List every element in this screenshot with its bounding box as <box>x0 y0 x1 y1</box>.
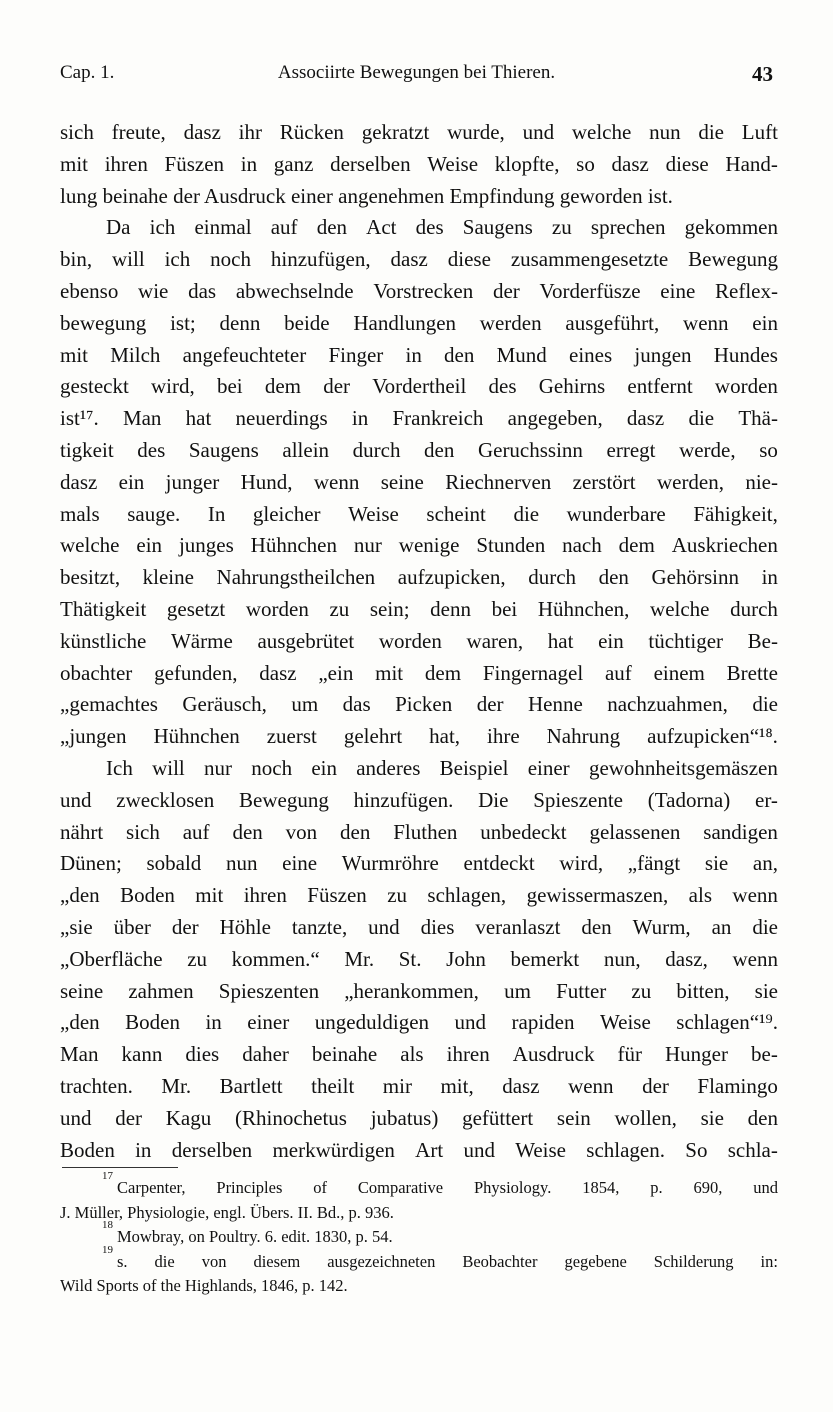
footnote-line <box>60 1274 778 1299</box>
body-line: nährt sich auf den von den Fluthen unbedeckt gelassenen sandigen <box>60 819 778 844</box>
footnote-rule <box>62 1167 178 1168</box>
body-line: „sie über der Höhle tanzte, und dies veranlaszt den Wurm, an die <box>60 914 778 939</box>
footnote-text: s. die von diesem ausgezeichneten Beobachter gegebene Schilderung in: <box>117 1251 778 1271</box>
footnote-text: Mowbray, on Poultry. 6. edit. 1830, p. 54. <box>117 1227 393 1246</box>
body-line: „den Boden mit ihren Füszen zu schlagen, gewissermaszen, als wenn <box>60 883 778 908</box>
body-line: seine zahmen Spieszenten „herankommen, um Futter zu bitten, sie <box>60 978 778 1003</box>
running-head <box>60 62 773 90</box>
body-line: lung beinahe der Ausdruck einer angenehmen Empfindung geworden ist. <box>60 183 673 208</box>
body-line: ist¹⁷. Man hat neuerdings in Frankreich angegeben, dasz die Thä- <box>60 406 778 431</box>
body-line: „Oberfläche zu kommen.“ Mr. St. John bemerkt nun, dasz, wenn <box>60 946 778 971</box>
body-text <box>60 117 778 1166</box>
body-line: welche ein junges Hühnchen nur wenige Stunden nach dem Auskriechen <box>60 533 778 558</box>
body-line: Thätigkeit gesetzt worden zu sein; denn bei Hühnchen, welche durch <box>60 596 778 621</box>
body-line: „gemachtes Geräusch, um das Picken der Henne nachzuahmen, die <box>60 692 778 717</box>
body-line: künstliche Wärme ausgebrütet worden waren, hat ein tüchtiger Be- <box>60 628 778 653</box>
body-line: und zwecklosen Bewegung hinzufügen. Die Spieszente (Tadorna) er- <box>60 787 778 812</box>
body-line: ebenso wie das abwechselnde Vorstrecken der Vorderfüsze eine Reflex- <box>60 278 778 303</box>
body-line: mit ihren Füszen in ganz derselben Weise klopfte, so dasz diese Hand- <box>60 151 778 176</box>
body-line: bewegung ist; denn beide Handlungen werden ausgeführt, wenn ein <box>60 310 778 335</box>
footnote-text: Wild Sports of the Highlands, 1846, p. 142. <box>60 1276 348 1295</box>
body-line: trachten. Mr. Bartlett theilt mir mit, dasz wenn der Flamingo <box>60 1073 778 1098</box>
body-line: mals sauge. In gleicher Weise scheint die wunderbare Fähigkeit, <box>60 501 778 526</box>
running-title: Associirte Bewegungen bei Thieren. <box>277 62 556 83</box>
page-number: 43 <box>752 62 773 86</box>
body-line: Dünen; sobald nun eine Wurmröhre entdeckt wird, „fängt sie an, <box>60 851 778 876</box>
footnote-line <box>60 1243 778 1275</box>
body-line: obachter gefunden, dasz „ein mit dem Fingernagel auf einem Brette <box>60 660 778 685</box>
body-line: „jungen Hühnchen zuerst gelehrt hat, ihre Nahrung aufzupicken“¹⁸. <box>60 724 778 749</box>
body-line: bin, will ich noch hinzufügen, dasz diese zusammengesetzte Bewegung <box>60 247 778 272</box>
footnote-number: 18 <box>102 1219 113 1231</box>
footnote-line <box>60 1219 778 1250</box>
body-line: tigkeit des Saugens allein durch den Geruchssinn erregt werde, so <box>60 437 778 462</box>
body-line: Man kann dies daher beinahe als ihren Ausdruck für Hunger be- <box>60 1042 778 1067</box>
footnote-text: J. Müller, Physiologie, engl. Übers. II. Bd., p. 936. <box>60 1202 394 1222</box>
body-line: Ich will nur noch ein anderes Beispiel einer gewohnheitsgemäszen <box>106 755 778 780</box>
footnote-text: Carpenter, Principles of Comparative Physiology. 1854, p. 690, und <box>117 1178 778 1197</box>
footnote-line <box>60 1201 778 1226</box>
body-line: dasz ein junger Hund, wenn seine Riechnerven zerstört werden, nie- <box>60 469 778 494</box>
body-line: sich freute, dasz ihr Rücken gekratzt wurde, und welche nun die Luft <box>60 120 778 144</box>
body-line: und der Kagu (Rhinochetus jubatus) gefüttert sein wollen, sie den <box>60 1105 778 1130</box>
footnote-number: 19 <box>102 1243 113 1256</box>
body-line: gesteckt wird, bei dem der Vordertheil des Gehirns entfernt worden <box>60 374 778 399</box>
footnotes <box>60 1170 778 1299</box>
footnote-line <box>60 1170 778 1201</box>
body-line: Boden in derselben merkwürdigen Art und Weise schlagen. So schla- <box>60 1137 778 1162</box>
body-line: besitzt, kleine Nahrungstheilchen aufzupicken, durch den Gehörsinn in <box>60 565 778 590</box>
body-line: „den Boden in einer ungeduldigen und rapiden Weise schlagen“¹⁹. <box>60 1010 778 1035</box>
chapter-label: Cap. 1. <box>60 62 115 83</box>
body-line: Da ich einmal auf den Act des Saugens zu sprechen gekommen <box>106 215 778 240</box>
footnote-number: 17 <box>102 1170 113 1182</box>
body-line: mit Milch angefeuchteter Finger in den Mund eines jungen Hundes <box>60 342 778 367</box>
